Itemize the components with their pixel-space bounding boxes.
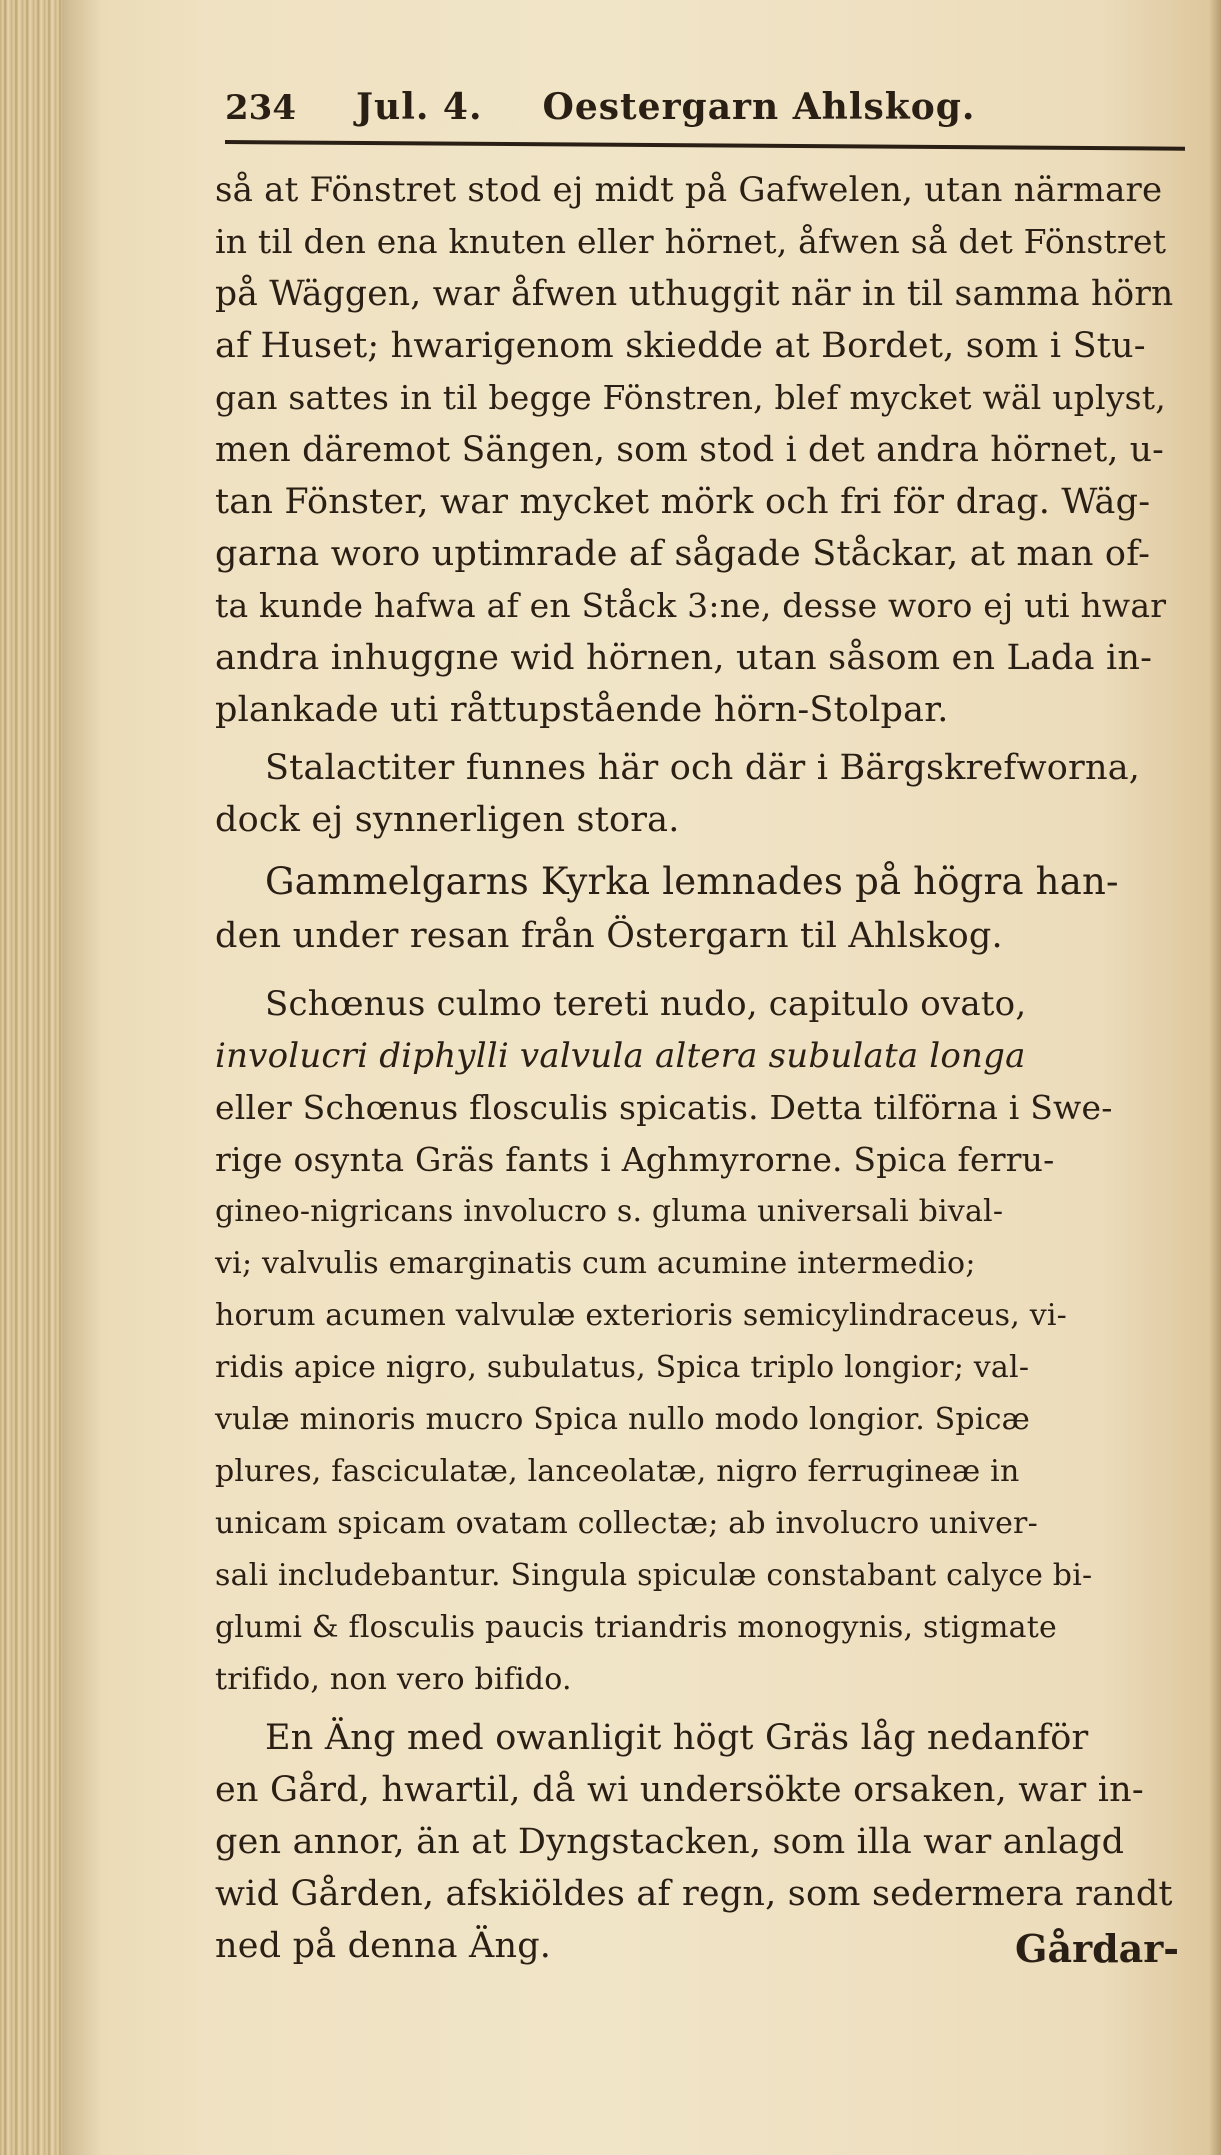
text-line: gen annor, än at Dyngstacken, som illa war anlagd bbox=[215, 1822, 1125, 1862]
header-rule bbox=[225, 140, 1185, 151]
text-line: på Wäggen, war åfwen uthuggit när in til samma hörn bbox=[215, 274, 1174, 314]
header-place: Oestergarn Ahlskog. bbox=[542, 86, 976, 128]
header-date: Jul. 4. bbox=[355, 86, 483, 128]
text-line: gineo-nigricans involucro s. gluma universali bival- bbox=[215, 1194, 1004, 1229]
text-line: wid Gården, afskiöldes af regn, som sedermera randt bbox=[215, 1874, 1173, 1914]
text-line: plankade uti råttupstående hörn-Stolpar. bbox=[215, 690, 949, 730]
text-line: tan Fönster, war mycket mörk och fri för drag. Wäg- bbox=[215, 482, 1151, 522]
text-line: sali includebantur. Singula spiculæ constabant calyce bi- bbox=[215, 1558, 1093, 1593]
text-line: Schœnus culmo tereti nudo, capitulo ovato, bbox=[265, 984, 1027, 1024]
text-line: ridis apice nigro, subulatus, Spica triplo longior; val- bbox=[215, 1350, 1030, 1385]
text-line: en Gård, hwartil, då wi undersökte orsaken, war in- bbox=[215, 1770, 1144, 1810]
text-line: dock ej synnerligen stora. bbox=[215, 800, 680, 840]
catchword: Gårdar- bbox=[1015, 1926, 1180, 1971]
text-line: glumi & flosculis paucis triandris monogynis, stigmate bbox=[215, 1610, 1057, 1645]
page-number: 234 bbox=[225, 88, 296, 128]
text-line: in til den ena knuten eller hörnet, åfwen så det Fönstret bbox=[215, 222, 1167, 261]
text-line: den under resan från Östergarn til Ahlskog. bbox=[215, 916, 1003, 956]
text-line: eller Schœnus flosculis spicatis. Detta tilförna i Swe- bbox=[215, 1088, 1113, 1127]
text-line: gan sattes in til begge Fönstren, blef mycket wäl uplyst, bbox=[215, 378, 1166, 417]
text-line: vi; valvulis emarginatis cum acumine intermedio; bbox=[215, 1246, 976, 1281]
text-line: ta kunde hafwa af en Ståck 3:ne, desse woro ej uti hwar bbox=[215, 586, 1167, 625]
text-line: men däremot Sängen, som stod i det andra hörnet, u- bbox=[215, 430, 1165, 470]
text-line: Gammelgarns Kyrka lemnades på högra han- bbox=[265, 860, 1119, 903]
text-line: vulæ minoris mucro Spica nullo modo longior. Spicæ bbox=[215, 1402, 1031, 1437]
text-line: så at Fönstret stod ej midt på Gafwelen, utan närmare bbox=[215, 170, 1163, 210]
page-edge bbox=[1209, 0, 1221, 2155]
text-line: rige osynta Gräs fants i Aghmyrorne. Spica ferru- bbox=[215, 1140, 1055, 1179]
book-gutter bbox=[0, 0, 62, 2155]
running-header bbox=[225, 86, 985, 136]
page-body bbox=[215, 86, 1205, 2086]
text-line: involucri diphylli valvula altera subulata longa bbox=[215, 1036, 1026, 1076]
text-line: garna woro uptimrade af sågade Ståckar, at man of- bbox=[215, 534, 1151, 574]
text-line: trifido, non vero bifido. bbox=[215, 1662, 572, 1697]
text-line: andra inhuggne wid hörnen, utan såsom en Lada in- bbox=[215, 638, 1153, 678]
text-line: af Huset; hwarigenom skiedde at Bordet, som i Stu- bbox=[215, 326, 1146, 366]
text-line: Stalactiter funnes här och där i Bärgskrefworna, bbox=[265, 748, 1141, 788]
text-line: En Äng med owanligit högt Gräs låg nedanför bbox=[265, 1718, 1089, 1758]
gutter-shadow bbox=[62, 0, 102, 2155]
text-line: horum acumen valvulæ exterioris semicylindraceus, vi- bbox=[215, 1298, 1067, 1333]
text-line: unicam spicam ovatam collectæ; ab involucro univer- bbox=[215, 1506, 1038, 1541]
text-line: ned på denna Äng. bbox=[215, 1926, 552, 1966]
text-line: plures, fasciculatæ, lanceolatæ, nigro ferrugineæ in bbox=[215, 1454, 1020, 1489]
